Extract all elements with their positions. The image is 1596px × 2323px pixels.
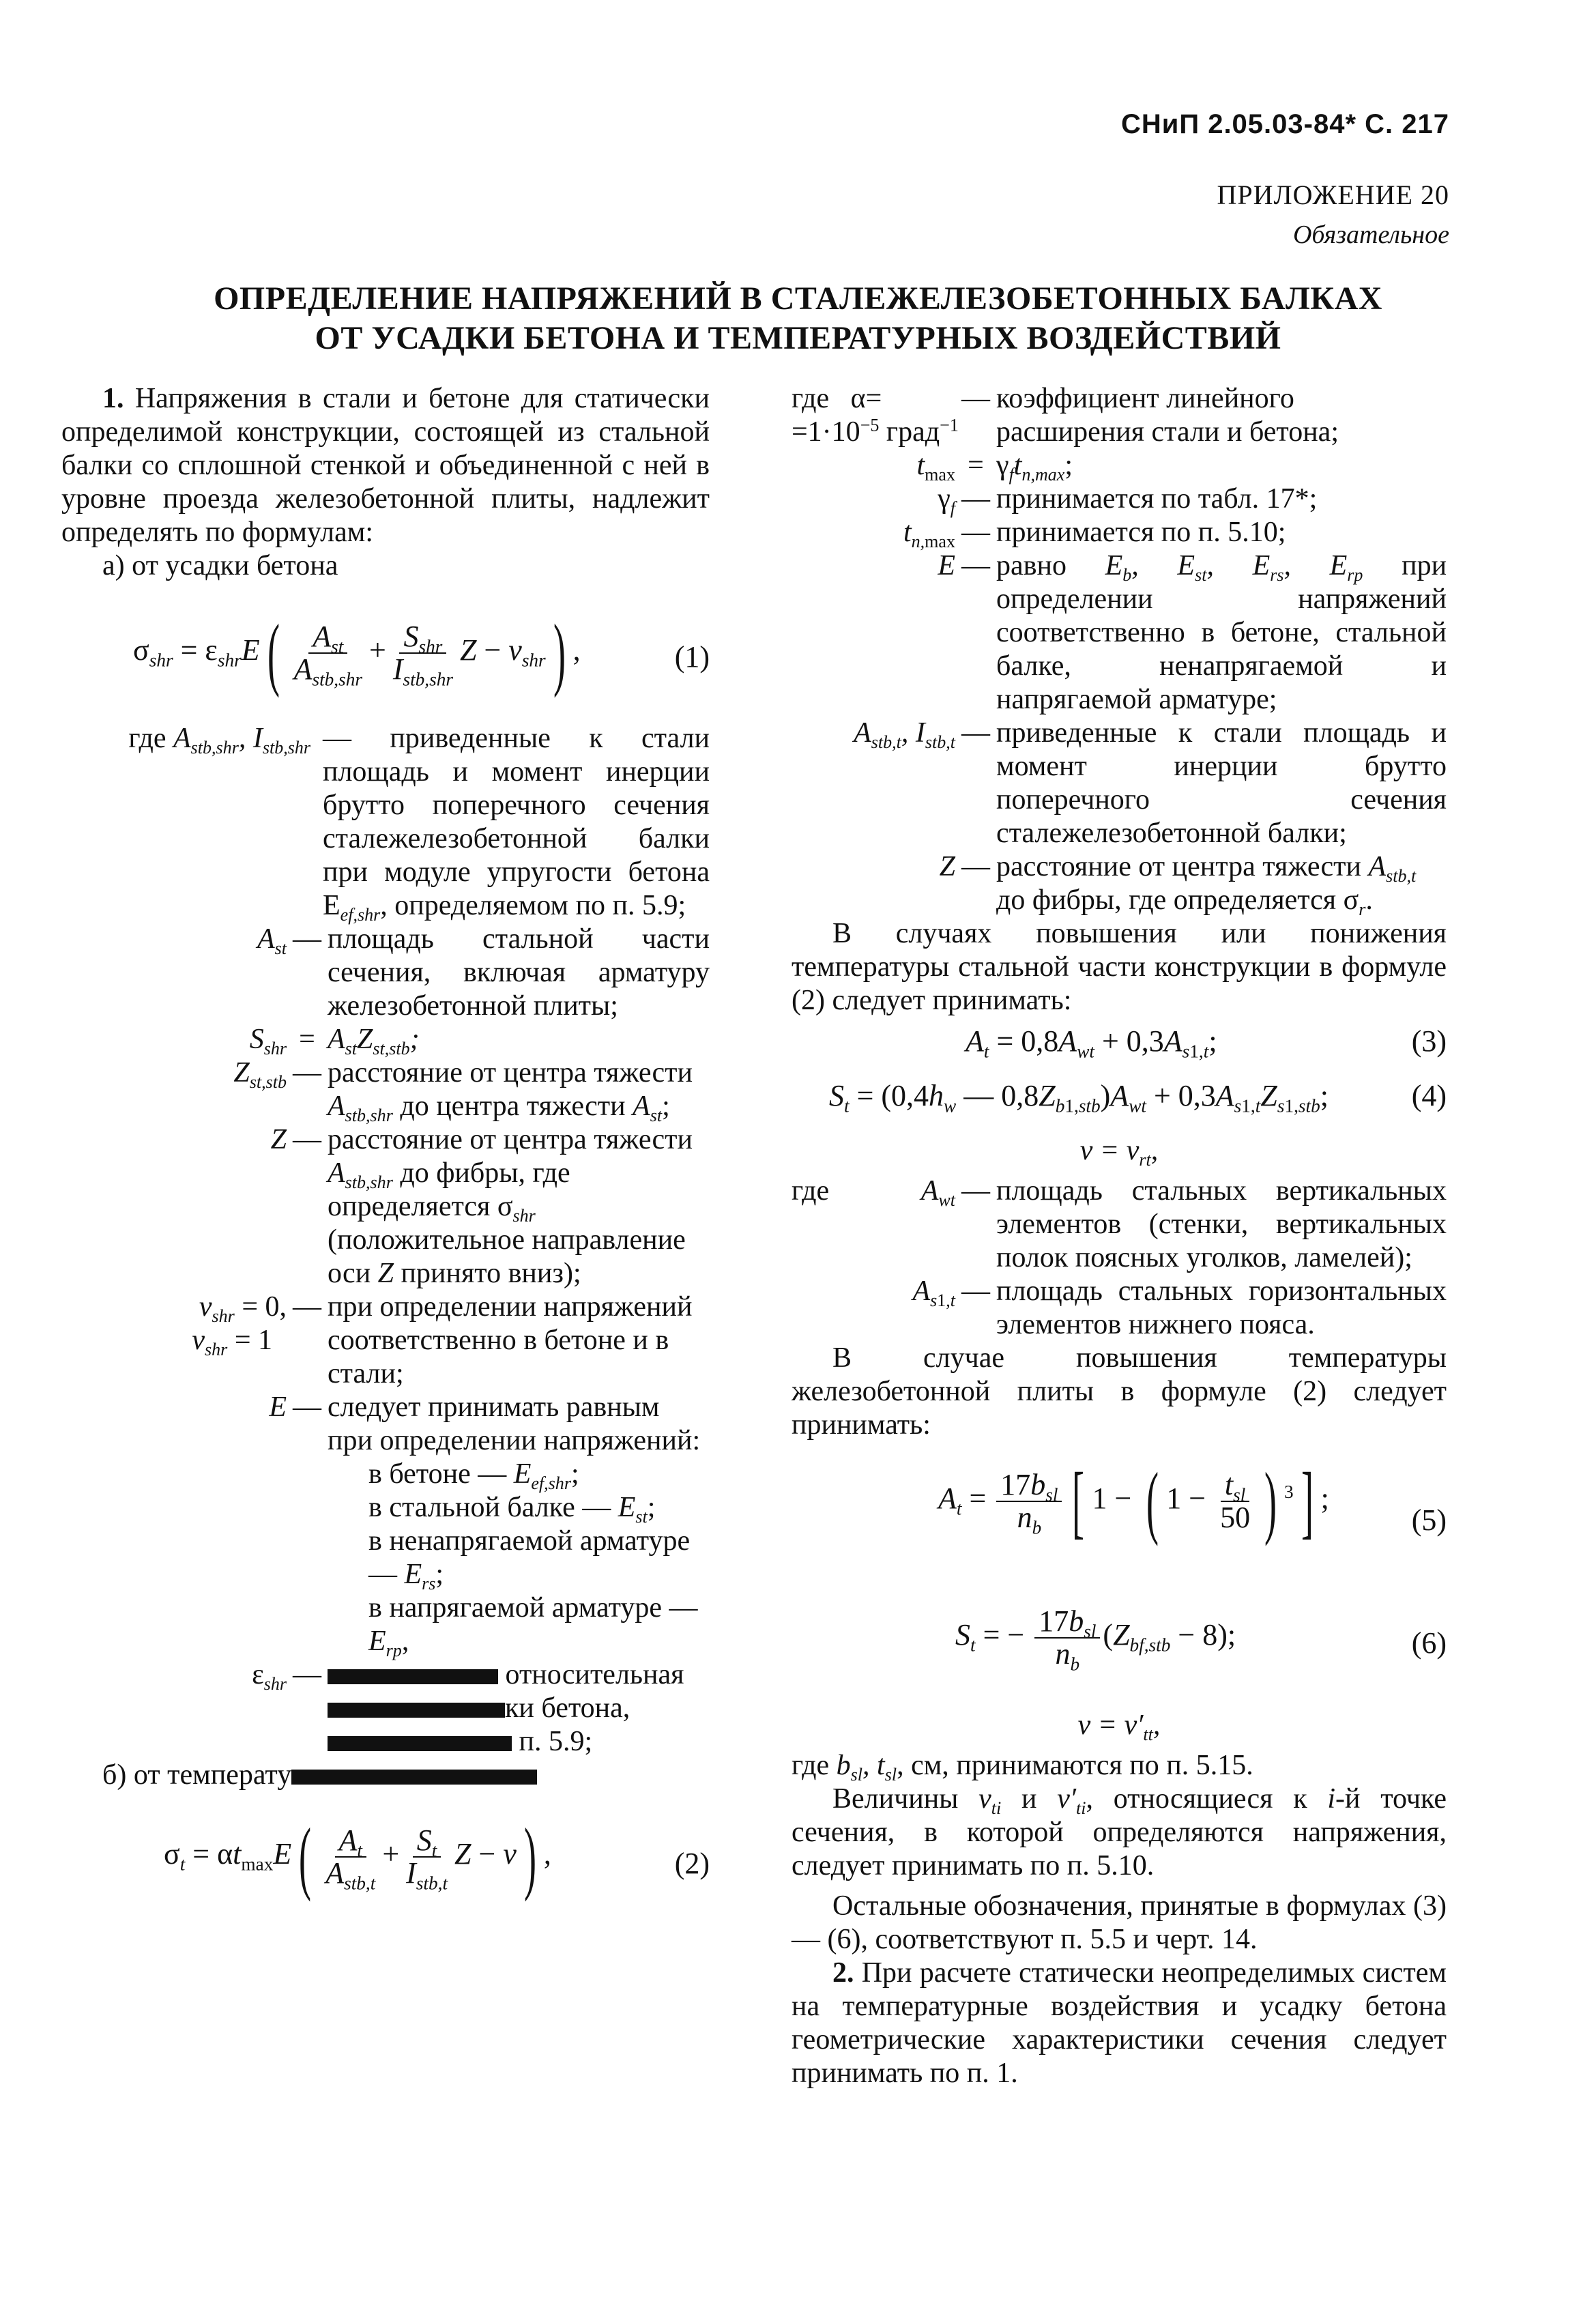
- definition-ast: $A_{st}$ — площадь стальной части сечения, включая арматуру железобетонной плиты;: [257, 923, 710, 1022]
- definition-z-text-a: расстояние от центра тяжести: [328, 1124, 693, 1155]
- definition-z2-text-b: до фибры, где определяется: [996, 884, 1337, 916]
- definition-z-text-b: до фибры, где определяется: [328, 1157, 570, 1222]
- definition-eps-text-a: относительная: [505, 1659, 684, 1690]
- where-label: где: [128, 723, 166, 754]
- definition-gammaf-text: принимается по табл. 17*;: [996, 483, 1318, 515]
- para-2-text: При расчете статически неопределимых систем на температурные воздействия и усадку бетона геометрические характеристики сечения следует принимать по п. 1.: [792, 1957, 1447, 2089]
- left-column: [61, 382, 710, 1915]
- definition-ast-text: площадь стальной части сечения, включая арматуру железобетонной плиты;: [328, 923, 710, 1022]
- item-a: а) от усадки бетона: [102, 550, 338, 581]
- definition-alpha: где α= $=1\cdot 10^{-5}$ град$^{-1}$ — коэффициент линейного расширения стали и бетона;: [792, 382, 1447, 449]
- vshr-value-steel: = 1: [234, 1325, 272, 1356]
- definition-tn: $t_{n,max}$ — принимается по п. 5.10;: [792, 516, 1447, 549]
- equation-2-number: (2): [674, 1847, 710, 1880]
- definition-as1t: $A_{s1,t}$ — площадь стальных горизонтальных элементов нижнего пояса.: [912, 1275, 1447, 1340]
- definition-z2: Z — расстояние от центра тяжести $A_{stb,t}$ до фибры, где определяется $\sigma_r$.: [939, 851, 1417, 920]
- definition-astb-text: — приведенные к стали площадь и момент инерции брутто поперечного сечения сталежелезобетонной балки при модуле упругости бетона E: [323, 723, 710, 921]
- formula-v-tt: $v = v'_{tt}$,: [1077, 1709, 1161, 1745]
- para-v-text-a: Величины: [832, 1783, 959, 1815]
- paragraph-slab: В случае повышения температуры железобетонной плиты в формуле (2) следует принимать:: [792, 1342, 1447, 1441]
- definition-alpha-text: коэффициент линейного расширения стали и бетона;: [996, 383, 1339, 448]
- title-line-1: ОПРЕДЕЛЕНИЕ НАПРЯЖЕНИЙ В СТАЛЕЖЕЛЕЗОБЕТОННЫХ БАЛКАХ: [214, 280, 1382, 317]
- where-bsl-tail: , см, принимаются по п. 5.15.: [897, 1750, 1253, 1781]
- e-nonprestressed-label: в ненапрягаемой арматуре —: [368, 1525, 691, 1590]
- definition-z-text-d: принято вниз);: [401, 1258, 581, 1289]
- paragraph-rest: Остальные обозначения, принятые в формулах (3) — (6), соответствуют п. 5.5 и черт. 14.: [792, 1890, 1447, 1955]
- alpha-unit: град: [886, 416, 940, 448]
- definition-gammaf: $\gamma_f$ — принимается по табл. 17*;: [792, 482, 1447, 516]
- formula-5: $A_t$ = $\frac{17b_{sl}}{n_b}$ [ 1 − ( 1 − $\frac{t_{sl}}{50}$ ) $^3$] ; (5): [938, 1456, 1447, 1546]
- paragraph-v-values: Величины $v_{ti}$ и $v'_{ti}$, относящиеся к i-й точке сечения, в которой определяются напряжения, следует принимать по п. 5.10.: [792, 1783, 1447, 1881]
- alpha-symbol: α=: [850, 383, 882, 414]
- definition-vshr: $v_{shr} = 0$, $v_{shr} = 1$ — при определении напряжений соответственно в бетоне и в стали;: [61, 1290, 710, 1391]
- formula-1: $\sigma_{shr} = \varepsilon_{shr}E$( $\frac{A_{st}}{A_{stb,shr}}$ + $\frac{S_{shr}}{I_{stb,shr}}$ $Z - v_{shr}$) , (1): [133, 607, 710, 698]
- definition-z-text-c: (положительное направление оси: [328, 1224, 686, 1289]
- definition-eps: $\varepsilon_{shr}$ — относительная ки бетона, п. 5.9;: [252, 1659, 684, 1757]
- definition-zst-text-a: расстояние от центра тяжести: [328, 1057, 693, 1088]
- para-v-text-c: , относящиеся к: [1086, 1783, 1307, 1815]
- where-label-3: где: [792, 1175, 830, 1207]
- document-code: СНиП 2.05.03-84* С. 217: [1120, 109, 1449, 139]
- definition-awt: где $A_{wt}$ — площадь стальных вертикальных элементов (стенки, вертикальных полок поясных уголков, ламелей);: [792, 1175, 1447, 1273]
- formula-4: $S_t = (0,4h_w$ — $0,8Z_{b1,stb})A_{wt} + 0,3A_{s1,t}Z_{s1,stb}$; (4): [829, 1079, 1447, 1116]
- definition-tn-text: принимается по п. 5.10;: [996, 517, 1286, 548]
- definition-eps-text-c: п. 5.9;: [519, 1726, 593, 1757]
- formula-v-rt: $v = v_{rt}$,: [1079, 1135, 1159, 1170]
- appendix-label: ПРИЛОЖЕНИЕ 20: [1217, 179, 1449, 210]
- definition-astb-tail: , определяемом по п. 5.9;: [380, 890, 686, 921]
- e-concrete-label: в бетоне —: [368, 1458, 507, 1490]
- mandatory-label: Обязательное: [1292, 220, 1449, 249]
- formula-3: $A_t = 0,8A_{wt} + 0,3A_{s1,t}$; (3): [966, 1024, 1447, 1062]
- paragraph-2: [792, 1957, 1447, 2090]
- where-bsl: где $b_{sl}$, $t_{sl}$, см, принимаются по п. 5.15.: [792, 1750, 1253, 1785]
- equation-3-number: (3): [1411, 1024, 1447, 1058]
- where-label-2: где: [792, 383, 830, 414]
- title-line-2: ОТ УСАДКИ БЕТОНА И ТЕМПЕРАТУРНЫХ ВОЗДЕЙСТВИЙ: [315, 320, 1281, 356]
- definition-e: E — следует принимать равным при определении напряжений:: [61, 1391, 710, 1458]
- definition-z2-text-a: расстояние от центра тяжести: [996, 851, 1361, 882]
- equation-4-number: (4): [1411, 1079, 1447, 1112]
- definition-tmax: $t_{max}$ = $\gamma_ft_{n,max}$;: [916, 450, 1073, 485]
- definition-astb: где $A_{stb,shr}$, $I_{stb,shr}$ — приведенные к стали площадь и момент инерции брутто поперечного сечения сталежелезобетонной балки при модуле упругости бетона $E_{ef,shr}$, определяемом по п. 5.9;: [128, 723, 710, 925]
- where-label-4: где: [792, 1750, 830, 1781]
- definition-e2-text-a: равно: [996, 550, 1067, 581]
- definition-vshr-text: при определении напряжений соответственно в бетоне и в стали;: [328, 1291, 693, 1389]
- print-blot: [328, 1669, 498, 1684]
- right-column: [792, 382, 1447, 2090]
- paragraph-temp: В случаях повышения или понижения температуры стальной части конструкции в формуле (2) следует принимать:: [792, 918, 1447, 1016]
- alpha-value: =1·10: [792, 416, 860, 448]
- para-v-text-b: и: [1021, 1783, 1037, 1815]
- definition-as1t-text: площадь стальных горизонтальных элементов нижнего пояса.: [996, 1275, 1447, 1340]
- definition-e2: E — равно $E_b$, $E_{st}$, $E_{rs}$, $E_{rp}$ при определении напряжений соответственно в бетоне, стальной балке, ненапрягаемой и напрягаемой арматуре;: [938, 550, 1447, 715]
- definition-z: Z — расстояние от центра тяжести $A_{stb,shr}$ до фибры, где определяется $\sigma_{shr}$ (положительное направление оси Z принято вниз);: [270, 1124, 693, 1289]
- item-b: б) от температу: [102, 1759, 292, 1791]
- paragraph-1: [61, 382, 710, 549]
- definition-zst: $Z_{st,stb}$ — расстояние от центра тяжести $A_{stb,shr}$ до центра тяжести $A_{st}$;: [233, 1057, 693, 1126]
- definition-sshr: $S_{shr}$ = $A_{st}Z_{st,stb}$;: [249, 1024, 420, 1059]
- definition-zst-text-b: до центра тяжести: [400, 1091, 626, 1122]
- definition-astbt-text: приведенные к стали площадь и момент инерции брутто поперечного сечения сталежелезобетонной балки;: [996, 717, 1447, 849]
- print-blot: [328, 1703, 505, 1718]
- para-2-number: 2.: [832, 1957, 854, 1989]
- definition-awt-text: площадь стальных вертикальных элементов (стенки, вертикальных полок поясных уголков, ламелей);: [996, 1175, 1447, 1273]
- print-blot: [291, 1770, 537, 1785]
- para-1-text: Напряжения в стали и бетоне для статически определимой конструкции, состоящей из стальной балки со сплошной стенкой и объединенной с ней в уровне проезда железобетонной плиты, надлежит определять по формулам:: [61, 383, 710, 548]
- para-v-text-d: -й точке сечения, в которой определяются напряжения, следует принимать по п. 5.10.: [792, 1783, 1447, 1881]
- equation-1-number: (1): [674, 640, 710, 674]
- print-blot: [328, 1736, 512, 1751]
- equation-5-number: (5): [1411, 1503, 1447, 1537]
- definition-astbt: $A_{stb,t}$, $I_{stb,t}$ — приведенные к стали площадь и момент инерции брутто поперечного сечения сталежелезобетонной балки;: [854, 717, 1447, 849]
- e-values-list: в бетоне — $E_{ef,shr}$; в стальной балке — $E_{st}$; в ненапрягаемой арматуре — $E_{rs}$; в напрягаемой арматуре — $E_{rp}$,: [368, 1458, 698, 1661]
- e-prestressed-label: в напрягаемой арматуре —: [368, 1592, 698, 1624]
- definition-e-text: следует принимать равным при определении напряжений:: [328, 1391, 701, 1456]
- equation-6-number: (6): [1411, 1626, 1447, 1660]
- e-steel-label: в стальной балке —: [368, 1492, 611, 1523]
- vshr-value-concrete: = 0,: [242, 1291, 287, 1323]
- para-1-number: 1.: [102, 383, 124, 414]
- definition-e2-text-b: при определении напряжений соответственно в бетоне, стальной балке, ненапрягаемой и напрягаемой арматуре;: [996, 550, 1447, 715]
- formula-2: $\sigma_t = \alpha t_{max}E$( $\frac{A_t}{A_{stb,t}}$ + $\frac{S_t}{I_{stb,t}}$ Z − v) , (2): [164, 1811, 710, 1902]
- formula-6: $S_t$ = − $\frac{17b_{sl}}{n_b}$ $(Z_{bf,stb} - 8)$; (6): [955, 1604, 1447, 1675]
- definition-eps-text-b: ки бетона,: [505, 1692, 630, 1724]
